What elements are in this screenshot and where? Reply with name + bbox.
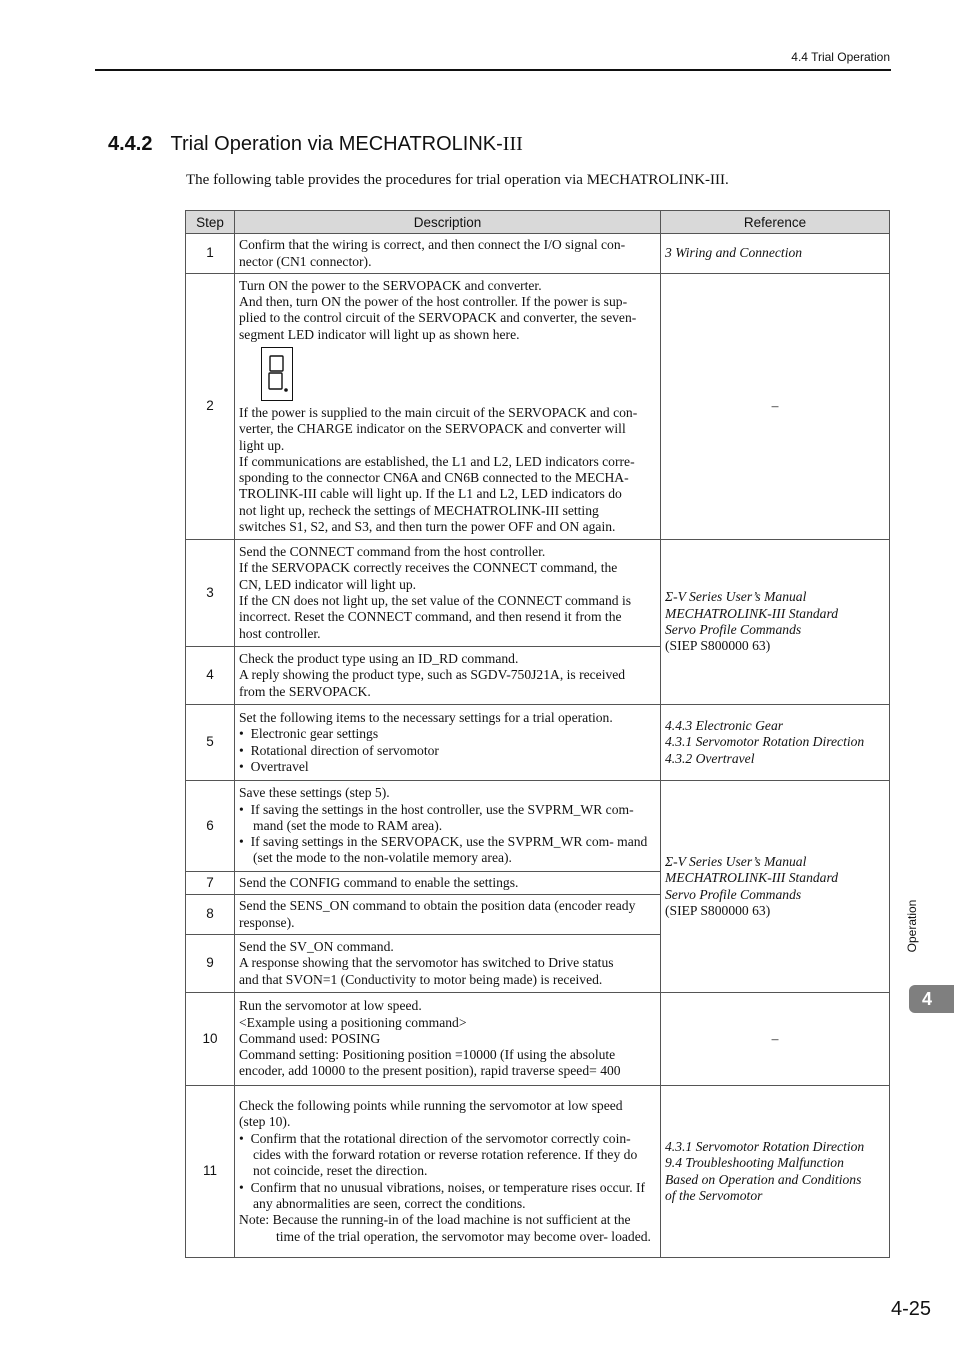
step-number: 4 xyxy=(186,647,235,705)
bullet-list xyxy=(239,726,656,775)
desc-line: A reply showing the product type, such as SGDV-750J21A, is received xyxy=(239,667,626,683)
manual-code: (SIEP S800000 63) xyxy=(665,902,771,918)
desc-line: Send the CONFIG command to enable the settings. xyxy=(239,874,519,890)
step-number: 6 xyxy=(186,781,235,872)
section-title-text: Trial Operation via MECHATROLINK- xyxy=(170,133,503,155)
desc-line: Save these settings (step 5). xyxy=(239,785,390,801)
step-number: 1 xyxy=(186,234,235,274)
running-head: 4.4 Trial Operation xyxy=(791,50,890,64)
step-reference xyxy=(661,540,890,705)
table-row xyxy=(186,993,890,1086)
step-description xyxy=(235,781,661,872)
desc-line: CN, LED indicator will light up. xyxy=(239,576,417,592)
desc-line: A response showing that the servomotor has switched to Drive status xyxy=(239,955,614,971)
desc-line: not light up, recheck the settings of MECHATROLINK-III setting xyxy=(239,502,599,518)
step-number: 3 xyxy=(186,540,235,647)
intro-paragraph: The following table provides the procedures for trial operation via MECHATROLINK-III. xyxy=(186,172,729,188)
desc-line: If the SERVOPACK correctly receives the CONNECT command, the xyxy=(239,560,618,576)
desc-line: from the SERVOPACK. xyxy=(239,683,371,699)
table-header-row xyxy=(186,211,890,234)
desc-line: Send the CONNECT command from the host controller. xyxy=(239,544,546,560)
desc-line: Send the SV_ON command. xyxy=(239,939,394,955)
desc-line: Run the servomotor at low speed. xyxy=(239,998,422,1014)
list-item: • Rotational direction of servomotor xyxy=(239,742,439,758)
step-description xyxy=(235,872,661,895)
step-description xyxy=(235,935,661,993)
step-reference xyxy=(661,1086,890,1258)
step-description xyxy=(235,274,661,540)
bullet-list xyxy=(239,1131,656,1212)
list-item: • Confirm that the rotational direction of the servomotor correctly coin- cides with the forward rotation or reverse rotation reference. If they do not coincide, reset the direction. xyxy=(239,1130,638,1179)
bullet-list xyxy=(239,802,656,867)
step-number: 8 xyxy=(186,895,235,935)
desc-line: verter, the CHARGE indicator on the SERVOPACK and converter will xyxy=(239,421,626,437)
reference-link: MECHATROLINK-III Standard xyxy=(665,870,839,886)
desc-line: incorrect. Reset the CONNECT command, and then resend it from the xyxy=(239,609,622,625)
desc-line: switches S1, S2, and S3, and then turn the power OFF and ON again. xyxy=(239,518,616,534)
table-row xyxy=(186,274,890,540)
desc-line: Turn ON the power to the SERVOPACK and converter. xyxy=(239,277,542,293)
side-tab-label: Operation xyxy=(905,899,919,953)
desc-line: Check the product type using an ID_RD command. xyxy=(239,651,519,667)
sigma-symbol: Σ xyxy=(665,853,674,869)
step-description xyxy=(235,993,661,1086)
reference-link: Based on Operation and Conditions xyxy=(665,1171,862,1187)
table-row xyxy=(186,705,890,781)
header-description: Description xyxy=(235,211,661,234)
step-reference: – xyxy=(661,274,890,540)
note: Note: Because the running-in of the load machine is not sufficient at the time of the trial operation, the servomotor may become over- loaded. xyxy=(239,1212,651,1244)
step-reference: – xyxy=(661,993,890,1086)
desc-line: host controller. xyxy=(239,625,321,641)
desc-line: Check the following points while running the servomotor at low speed xyxy=(239,1098,623,1114)
reference-link: of the Servomotor xyxy=(665,1187,763,1203)
header-step: Step xyxy=(186,211,235,234)
desc-line: If the CN does not light up, the set value of the CONNECT command is xyxy=(239,593,632,608)
desc-line: Command setting: Positioning position =10000 (If using the absolute xyxy=(239,1047,616,1063)
desc-line: nector (CN1 connector). xyxy=(239,253,372,269)
desc-line: and that SVON=1 (Conductivity to motor being made) is received. xyxy=(239,971,603,987)
reference-link: 4.4.3 Electronic Gear xyxy=(665,718,784,734)
table-row xyxy=(186,234,890,274)
step-reference xyxy=(661,234,890,274)
step-number: 9 xyxy=(186,935,235,993)
procedure-table xyxy=(185,210,890,1258)
table-row xyxy=(186,781,890,872)
step-number: 11 xyxy=(186,1086,235,1258)
list-item: • If saving the settings in the host controller, use the SVPRM_WR com- mand (set the mode to RAM area). xyxy=(239,801,634,833)
reference-link: MECHATROLINK-III Standard xyxy=(665,605,839,621)
list-item: • If saving settings in the SERVOPACK, use the SVPRM_WR com- mand (set the mode to the non-volatile memory area). xyxy=(239,834,648,866)
section-number: 4.4.2 xyxy=(108,133,153,155)
header-reference: Reference xyxy=(661,211,890,234)
desc-line: light up. xyxy=(239,437,285,453)
step-number: 7 xyxy=(186,872,235,895)
desc-line: (step 10). xyxy=(239,1114,291,1130)
desc-line: encoder, add 10000 to the present position), rapid traverse speed= 400 xyxy=(239,1063,621,1079)
step-description xyxy=(235,1086,661,1258)
reference-link: Servo Profile Commands xyxy=(665,886,802,902)
reference-link: Servo Profile Commands xyxy=(665,622,802,637)
desc-line: Set the following items to the necessary settings for a trial operation. xyxy=(239,709,613,725)
desc-line: response). xyxy=(239,914,295,930)
reference-link: 3 Wiring and Connection xyxy=(665,245,803,261)
step-number: 10 xyxy=(186,993,235,1086)
list-item: • Electronic gear settings xyxy=(239,726,379,742)
reference-link: 4.3.1 Servomotor Rotation Direction xyxy=(665,734,865,750)
step-number: 2 xyxy=(186,274,235,540)
manual-code: (SIEP S800000 63) xyxy=(665,638,771,654)
table-row xyxy=(186,1086,890,1258)
header-rule xyxy=(95,69,891,71)
step-description xyxy=(235,647,661,705)
section-title-suffix: III xyxy=(502,133,523,155)
step-number: 5 xyxy=(186,705,235,781)
desc-line: sponding to the connector CN6A and CN6B connected to the MECHA- xyxy=(239,470,629,486)
step-description xyxy=(235,540,661,647)
page-number: 4-25 xyxy=(890,1298,931,1320)
reference-link: 9.4 Troubleshooting Malfunction xyxy=(665,1155,844,1171)
desc-line: TROLINK-III cable will light up. If the L1 and L2, LED indicators do xyxy=(239,486,622,502)
desc-line: If communications are established, the L1 and L2, LED indicators corre- xyxy=(239,453,635,469)
chapter-tab: 4 xyxy=(909,985,954,1013)
table-row xyxy=(186,540,890,647)
seven-segment-led-icon xyxy=(261,347,293,401)
desc-line: If the power is supplied to the main circuit of the SERVOPACK and con- xyxy=(239,404,638,420)
desc-line: <Example using a positioning command> xyxy=(239,1014,467,1030)
section-title xyxy=(108,133,523,156)
reference-link: 4.3.2 Overtravel xyxy=(665,750,755,766)
desc-line: Send the SENS_ON command to obtain the position data (encoder ready xyxy=(239,898,636,914)
desc-line: And then, turn ON the power of the host controller. If the power is sup- xyxy=(239,294,628,310)
reference-link: -V Series User’s Manual xyxy=(673,853,807,869)
desc-line: segment LED indicator will light up as shown here. xyxy=(239,326,520,342)
step-reference xyxy=(661,705,890,781)
step-description xyxy=(235,234,661,274)
sigma-symbol: Σ xyxy=(665,589,674,605)
list-item: • Confirm that no unusual vibrations, noises, or temperature rises occur. If any abnormalities are seen, correct the conditions. xyxy=(239,1179,646,1211)
desc-line: Confirm that the wiring is correct, and then connect the I/O signal con- xyxy=(239,237,626,253)
list-item: • Overtravel xyxy=(239,758,309,774)
desc-line: Command used: POSING xyxy=(239,1030,381,1046)
reference-link: -V Series User’s Manual xyxy=(673,589,807,605)
step-description xyxy=(235,895,661,935)
step-reference xyxy=(661,781,890,993)
reference-link: 4.3.1 Servomotor Rotation Direction xyxy=(665,1138,865,1154)
desc-line: plied to the control circuit of the SERVOPACK and converter, the seven- xyxy=(239,310,637,326)
step-description xyxy=(235,705,661,781)
